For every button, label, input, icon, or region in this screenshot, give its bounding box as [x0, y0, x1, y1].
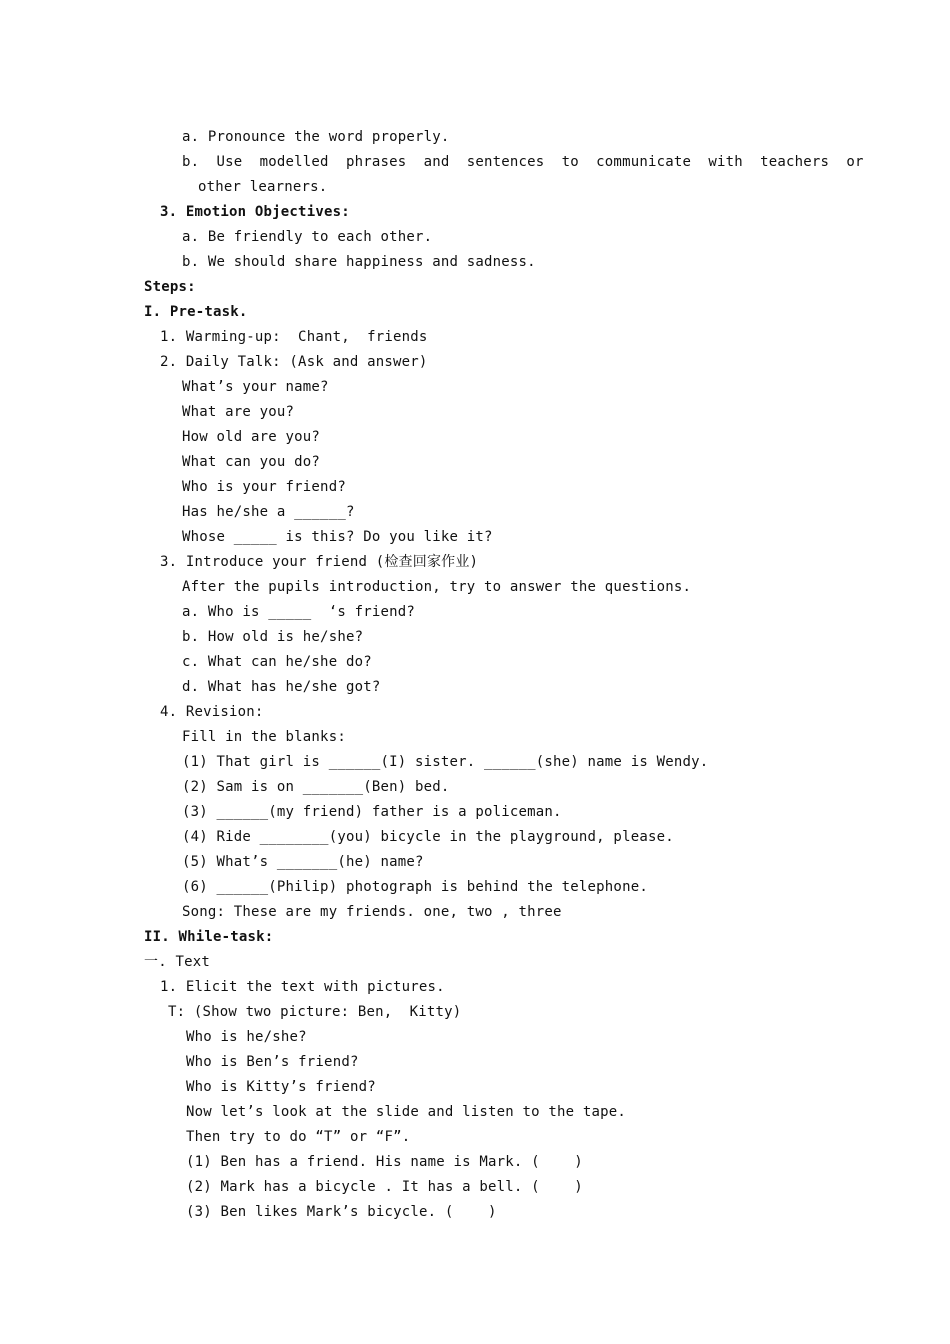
question-line: a. Who is _____ ‘s friend?	[182, 604, 415, 620]
question-line: What are you?	[182, 404, 295, 420]
skill-objective-b: b. Use modelled phrases and sentences to communicate with teachers or	[182, 154, 864, 170]
teacher-instruction: T: (Show two picture: Ben, Kitty)	[168, 1004, 462, 1020]
introduce-friend-item: 3. Introduce your friend (检查回家作业)	[160, 554, 479, 570]
while-task-heading: II. While-task:	[144, 929, 274, 945]
question-line: How old are you?	[182, 429, 321, 445]
blank-exercise: (4) Ride ________(you) bicycle in the playground, please.	[182, 829, 674, 845]
question-line: Who is Ben’s friend?	[186, 1054, 359, 1070]
question-line: What can you do?	[182, 454, 321, 470]
emotion-objective-b: b. We should share happiness and sadness.	[182, 254, 536, 270]
text-section-heading: 一. Text	[144, 954, 210, 970]
emotion-objectives-heading: 3. Emotion Objectives:	[160, 204, 350, 220]
warming-up-item: 1. Warming-up: Chant, friends	[160, 329, 428, 345]
steps-heading: Steps:	[144, 279, 196, 295]
question-line: b. How old is he/she?	[182, 629, 364, 645]
instruction-line: Fill in the blanks:	[182, 729, 346, 745]
question-line: d. What has he/she got?	[182, 679, 381, 695]
daily-talk-item: 2. Daily Talk: (Ask and answer)	[160, 354, 428, 370]
true-false-item: (1) Ben has a friend. His name is Mark. ( )	[186, 1154, 583, 1170]
instruction-line: After the pupils introduction, try to answer the questions.	[182, 579, 692, 595]
skill-objective-a: a. Pronounce the word properly.	[182, 129, 450, 145]
question-line: Has he/she a ______?	[182, 504, 355, 520]
question-line: Who is he/she?	[186, 1029, 307, 1045]
true-false-item: (3) Ben likes Mark’s bicycle. ( )	[186, 1204, 497, 1220]
blank-exercise: (5) What’s _______(he) name?	[182, 854, 424, 870]
pre-task-heading: I. Pre-task.	[144, 304, 248, 320]
question-line: Whose _____ is this? Do you like it?	[182, 529, 493, 545]
question-line: Who is your friend?	[182, 479, 346, 495]
song-line: Song: These are my friends. one, two , three	[182, 904, 562, 920]
blank-exercise: (3) ______(my friend) father is a policeman.	[182, 804, 562, 820]
emotion-objective-a: a. Be friendly to each other.	[182, 229, 433, 245]
blank-exercise: (1) That girl is ______(I) sister. ______(she) name is Wendy.	[182, 754, 709, 770]
true-false-item: (2) Mark has a bicycle . It has a bell. ( )	[186, 1179, 583, 1195]
skill-objective-b-cont: other learners.	[198, 179, 328, 195]
revision-item: 4. Revision:	[160, 704, 264, 720]
instruction-line: Then try to do “T” or “F”.	[186, 1129, 411, 1145]
question-line: Who is Kitty’s friend?	[186, 1079, 376, 1095]
elicit-text-item: 1. Elicit the text with pictures.	[160, 979, 445, 995]
instruction-line: Now let’s look at the slide and listen to the tape.	[186, 1104, 627, 1120]
question-line: What’s your name?	[182, 379, 329, 395]
question-line: c. What can he/she do?	[182, 654, 372, 670]
blank-exercise: (6) ______(Philip) photograph is behind the telephone.	[182, 879, 648, 895]
blank-exercise: (2) Sam is on _______(Ben) bed.	[182, 779, 450, 795]
